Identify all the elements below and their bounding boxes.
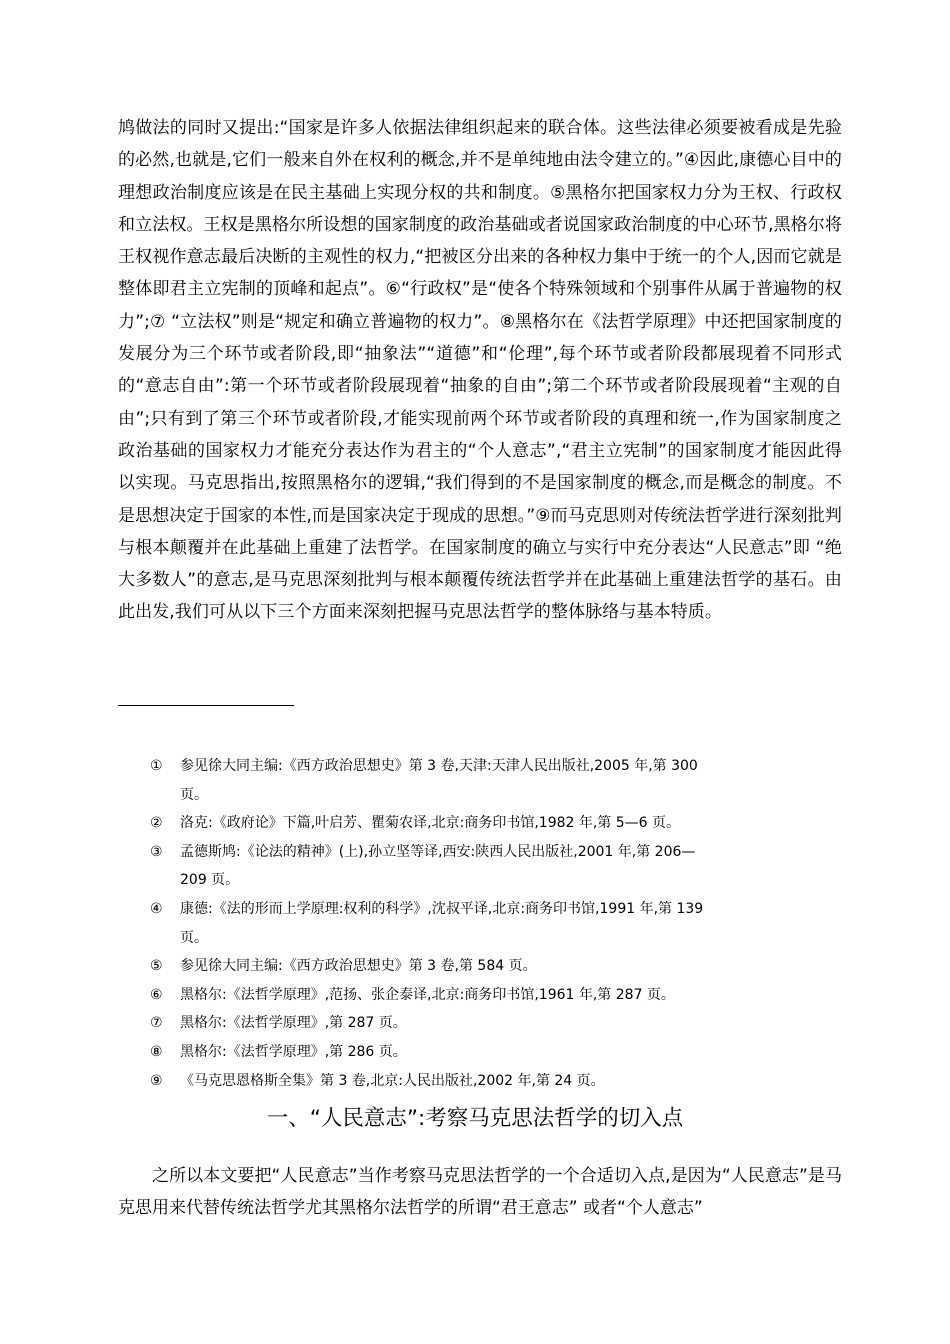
footnote-number: ⑦ — [150, 1015, 163, 1032]
footnote-item — [150, 809, 720, 838]
footnote-number: ③ — [150, 843, 163, 860]
footnote-item — [150, 981, 720, 1010]
footnote-text: 参见徐大同主编:《西方政治思想史》第 3 卷,第 584 页。 — [180, 958, 537, 975]
footnote-number: ⑥ — [150, 986, 163, 1003]
footnote-item — [150, 752, 720, 809]
footnote-list — [150, 752, 720, 1095]
footnote-item — [150, 895, 720, 952]
footnote-item — [150, 1009, 720, 1038]
footnote-number: ⑨ — [150, 1072, 163, 1089]
footnote-text: 参见徐大同主编:《西方政治思想史》第 3 卷,天津:天津人民出版社,2005 年,第 300 页。 — [180, 758, 698, 803]
body-paragraph: 鸠做法的同时又提出:“国家是许多人依据法律组织起来的联合体。这些法律必须要被看成是先验的必然,也就是,它们一般来自外在权利的概念,并不是单纯地由法令建立的。”④因此,康德心目中的理想政治制度应该是在民主基础上实现分权的共和制度。⑤黑格尔把国家权力分为王权、行政权和立法权。王权是黑格尔所设想的国家制度的政治基础或者说国家政治制度的中心环节,黑格尔将王权视作意志最后决断的主观性的权力,“把被区分出来的各种权力集中于统一的个人,因而它就是整体即君主立宪制的顶峰和起点”。⑥“行政权”是“使各个特殊领域和个别事件从属于普遍物的权力”;⑦ “立法权”则是“规定和确立普遍物的权力”。⑧黑格尔在《法哲学原理》中还把国家制度的发展分为三个环节或者阶段,即“抽象法”“道德”和“伦理”,每个环节或者阶段都展现着不同形式的“意志自由”:第一个环节或者阶段展现着“抽象的自由”;第二个环节或者阶段展现着“主观的自由”;只有到了第三个环节或者阶段,才能实现前两个环节或者阶段的真理和统一,作为国家制度之政治基础的国家权力才能充分表达作为君主的“个人意志”,“君主立宪制”的国家制度才能因此得以实现。马克思指出,按照黑格尔的逻辑,“我们得到的不是国家制度的概念,而是概念的制度。不是思想决定于国家的本性,而是国家决定于现成的思想。”⑨而马克思则对传统法哲学进行深刻批判与根本颠覆并在此基础上重建了法哲学。在国家制度的确立与实行中充分表达“人民意志”即 “绝大多数人”的意志,是马克思深刻批判与根本颠覆传统法哲学并在此基础上重建法哲学的基石。由此出发,我们可从以下三个方面来深刻把握马克思法哲学的整体脉络与基本特质。 — [118, 118, 842, 623]
footnote-text: 黑格尔:《法哲学原理》,第 286 页。 — [180, 1043, 407, 1060]
footnote-text: 孟德斯鸠:《论法的精神》(上),孙立坚等译,西安:陕西人民出版社,2001 年,第 206—209 页。 — [180, 843, 696, 889]
footnote-number: ⑤ — [150, 958, 163, 975]
footnote-item — [150, 838, 720, 895]
footnote-item — [150, 1067, 720, 1096]
footnote-text: 黑格尔:《法哲学原理》,范扬、张企泰译,北京:商务印书馆,1961 年,第 287 页。 — [180, 986, 675, 1003]
footnote-number: ① — [150, 758, 163, 774]
intro-paragraph: 之所以本文要把“人民意志”当作考察马克思法哲学的一个合适切入点,是因为“人民意志”是马克思用来代替传统法哲学尤其黑格尔法哲学的所谓“君王意志” 或者“个人意志” — [118, 1166, 842, 1219]
footnote-number: ④ — [150, 900, 163, 917]
section-title: 一、“人民意志”:考察马克思法哲学的切入点 — [266, 1106, 684, 1131]
footnote-number: ⑧ — [150, 1043, 163, 1060]
footnote-separator — [118, 705, 294, 706]
footnote-text: 黑格尔:《法哲学原理》,第 287 页。 — [180, 1015, 407, 1032]
footnote-text: 《马克思恩格斯全集》第 3 卷,北京:人民出版社,2002 年,第 24 页。 — [180, 1072, 605, 1089]
footnote-text: 洛克:《政府论》下篇,叶启芳、瞿菊农译,北京:商务印书馆,1982 年,第 5—6 页。 — [180, 815, 681, 832]
footnote-item — [150, 952, 720, 981]
footnote-number: ② — [150, 815, 163, 832]
footnote-text: 康德:《法的形而上学原理:权利的科学》,沈叔平译,北京:商务印书馆,1991 年,第 139 页。 — [180, 900, 704, 946]
footnote-item — [150, 1038, 720, 1067]
